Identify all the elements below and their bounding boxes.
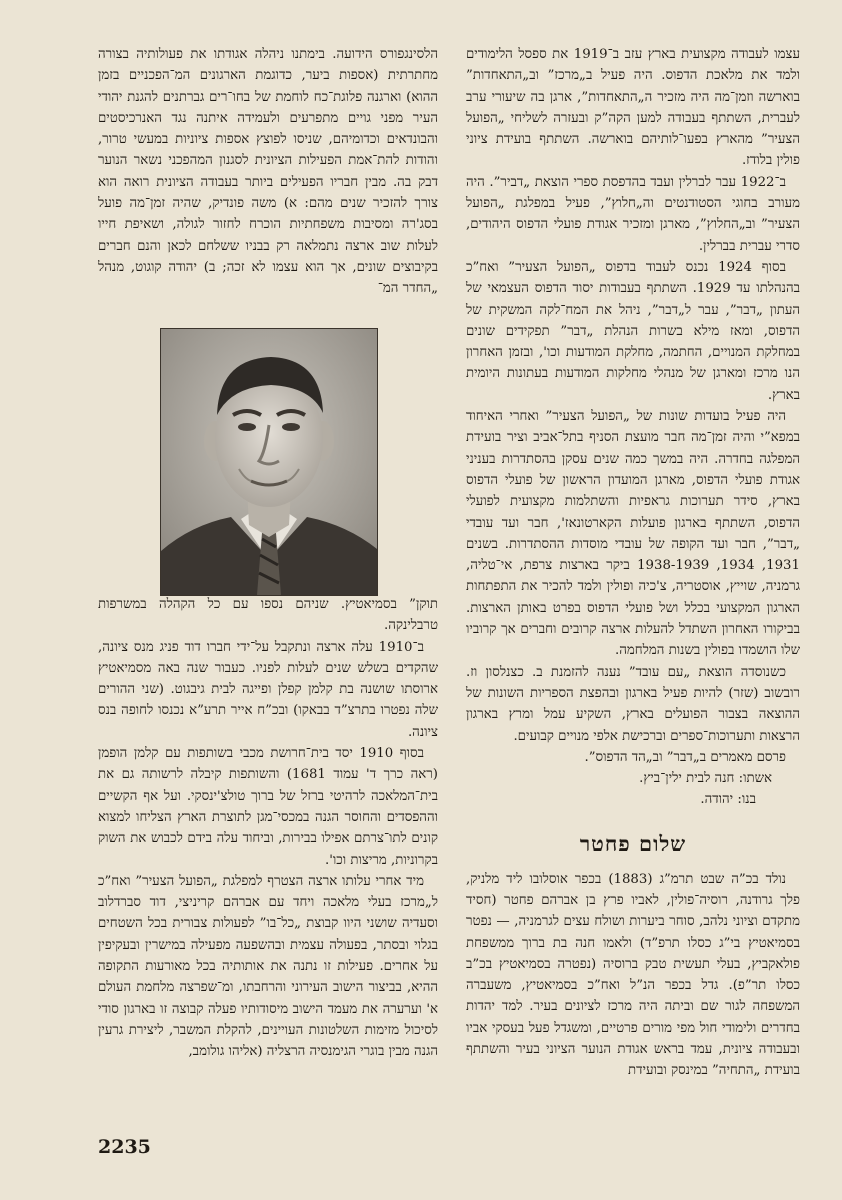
left-top-text [98,44,438,322]
paragraph: בסוף 1924 נכנס לעבוד בדפוס „הפועל הצעיר” ואח”כ בהנהלתו עד 1929. השתתף בעבודות יסוד הדפוס העצמאי של העתון „דבר”, עבר ל„דבר”, ניהל את המח־לקה המשקית של הדפוס, ומאז מילא בשרות הנהלת „דבר” תפקידים שונים במחלקת המנויים, החתמה, מחלקת המודעות וכו', ובזמן האחרון הנו מרכז ומארגן של מנהלי מחלקות המודעות בעתונות היומית בארץ. [466,259,801,403]
paragraph: בסוף 1910 יסד בית־חרושת מכבי בשותפות עם קלמן הופמן (ראה כרך ד' עמוד 1681) והשותפות קיבלה לרשותה גם את בית־המלאכה לרהיטי ברזל של ברוך טולצ'ינסקי. ועל אף הקשיים וההפסדים והחוסר הגנה במכסי־מגן לתוצרת הארץ הצליחו למצוא קונים לתו־צרתם אפילו בבירות, וביחוד עלה בידם לכבוש את השוק בקרוניות, מריצות וכו'. [98,746,438,868]
left-bottom-text [98,594,438,1063]
right-column [466,44,800,1082]
page-number: 2235 [98,1136,151,1158]
paragraph: פרסם מאמרים ב„דבר” וב„הד הדפוס”. [584,749,786,765]
wife-line: אשתו: חנה לבית ילין־ביץ. [639,771,772,787]
portrait-icon [161,329,377,595]
portrait-photo [160,328,378,596]
paragraph: הלסינגפורס הידועה. בימתנו ניהלה אגודתו את פעולותיה בצורה מחתרתית (אספות ביער, כדוגמת הארגונים המ־הפכניים בזמן ההוא) וארגנה פלוגת־כח לוחמת של בחו־רים גברתנים להגנת יהודי העיר מפני גויים מתפרעים ולעמידה איתנה נגד האנרכיסטים והבונדאים וכדומיהם, שניסו לפוצץ אספות ציוניות במעשי טרור, והודות להת־אמת הפעילות הציונית לסגנון המהפכני נשאר הנוער דבק בה. מבין חבריו הפעילים ביותר בעבודה הציונית רואה הוא צורך להזכיר שנים מהם: א) משה פונדיק, שהיה זמן־מה פועל בסג'רה ומסיבות משפחתיות הוכרח לחזור לגולה, ושאיפת חייו לעלות שוב ארצה נתמלאה רק בבניו ששלחם לכאן והנם חברים בקיבוצים שונים, אך הוא עצמו לא זכה; ב) יהודה קוגוט, מנהל „החדר המ־ [98,47,438,297]
entry-heading: שלום פחטר [579,830,687,856]
paragraph: היה פעיל בועדות שונות של „הפועל הצעיר” ואחרי האיחוד במפא”י והיה זמן־מה חבר מועצת הסניף בתל־אביב וציר בועידת המפלגה בחדרה. היה במשך כמה שנים עסקן בהסתדרות בעניני אגודת פועלי הדפוס, מארגן המועדון הראשון של פועלי הדפוס בארץ, סידר תערוכות גראפיות והשתלמות מקצועית לפועלי הדפוס, השתתף בארגון פועלות הקארטונאז', חבר ועד עובדי „דבר”, חבר ועד הקופה של עובדי מוסדות ההסתדרות. בשנים 1931, 1934, 1938-1939 ביקר בארצות צרפת, אי־טליה, גרמניה, שוייץ, אוסטריה, צ'כיה ופולין ולמד להכיר את התפתחות הארגון המקצועי בכלל ושל פועלי הדפוס בפרט באותן הארצות. בביקורו האחרון השתדל להעלות ארצה קרובים וחברים אך קרוביו שלו הושמדו בפולין בשנות המלחמה. [466,409,800,659]
paragraph: כשנוסדה הוצאת „עם עובד” נענה להזמנת ב. כצנלסון וז. רובשוב (שזר) להיות פעיל בארגון ובהפצת הספריות השונות של ההוצאה בצבור הפועלים בארץ, השקיע עמל ומרץ בארגון הרצאות ותערוכות־ספרים וברכישת אלפי מנויים קבועים. [466,664,800,744]
paragraph: ב־1910 עלה ארצה ונתקבל על־ידי חברו דוד פניג מנס ציונה, שהקדים בשלש שנים לעלות לפניו. כעבור שנה באה מסמיאטיץ ארוסתו שושנה בת קלמן קפלן ופייגה לבית גיבגוט. (שני ההורים שלה נפטרו בתרצ”ד בבאקו) ובכ”ח אייר תרע”א נכנסו לחופה בנס ציונה. [98,639,438,740]
son-line: בנו: יהודה. [700,792,756,808]
paragraph: ב־1922 עבר לברלין ועבד בהדפסת ספרי הוצאת „דביר”. היה מעורב בחוגי הסטודנטים וה„חלוץ”, פעיל במפלגת „הפועל הצעיר” וב„החלוץ”, מארגן ומזכיר אגודת פועלי הדפוס היהודים, סדרי עברית בברלין. [466,174,800,254]
paragraph: מיד אחרי עלותו ארצה הצטרף למפלגת „הפועל הצעיר” ואח”כ ל„מרכז בעלי מלאכה ויחד עם אברהם קריניצי, דוד סברדלוב וסעדיה שושני היוו קבוצת „כל־בו” לפעולות צבורית בכל השטחים בגלוי ובסתר, בפעולה עצמית ובהשפעה מפעילה במישרין ובעקיפין על אחרים. פעילות זו נתנה את אותותיה בכל מאורעות התקופה ההיא, בביצור הישוב העירוני והרחבתו, ומ־שפרצה מלחמת העולם א' וערערה את מעמד הישוב מיסודותיו פעלה קבוצה זו בארגון סודי לסיכול מזימות השלטונות העויינים, להקלת המשבר, ליצירת גרעין הגנה מבין בוגרי הגימנסיה הרצליה (אליהו גולומב, [98,873,438,1060]
paragraph: עצמו לעבודה מקצועית בארץ עזב ב־1919 את ספסל הלימודים ולמד את מלאכת הדפוס. היה פעיל ב„מרכז” וב„התאחדות” בוארשה וזמן־מה היה מזכיר ה„התאחדות”, ארגן בה שיעורי ערב לעברית, השתתף בעבודה למען הקה”ק ובעזרה לשליחי „הפועל הצעיר” מהארץ בפעו־לותיהם בוארשה. השתתף בועידת ציוני פולין בלודז. [466,47,801,169]
paragraph: תוקן” בסמיאטיץ. שניהם נספו עם כל הקהלה במשרפות טרבלינקה. [98,597,438,634]
paragraph: נולד בכ”ה שבט תרמ”ג (1883) בכפר אוסלובו ליד מלניק, פלך גרודנה, רוסיה־פולין, לאביו פרץ בן אברהם פחטר (חסיד מתקדם וציוני נלהב, סוחר ביערות ושולח עצים לגרמניה, — נפטר בסמיאטיץ בי”ג כסלו תרפ”ד) ולאמו חנה בת ברוך ממשפחת פולאקביץ, בעלי תעשית טבק ברוסיה (נפטרה בסמיאטיץ בכ”ב כסלו תר”פ). גדל בכפר הנ”ל ואח”כ בסמיאטיץ, משעברה המשפחה לגור שם וביתה היה מרכז לציונים בעיר. למד יהדות בחדרים ולימודי חול מפי מורים פרטיים, ומשגדל פעל בעסקי אביו ובעבודה ציונית, עמד בראש אגודת הנוער הציוני בעיר והשתתף בועידת „התחיה” במינסק ובועידת [466,871,800,1079]
